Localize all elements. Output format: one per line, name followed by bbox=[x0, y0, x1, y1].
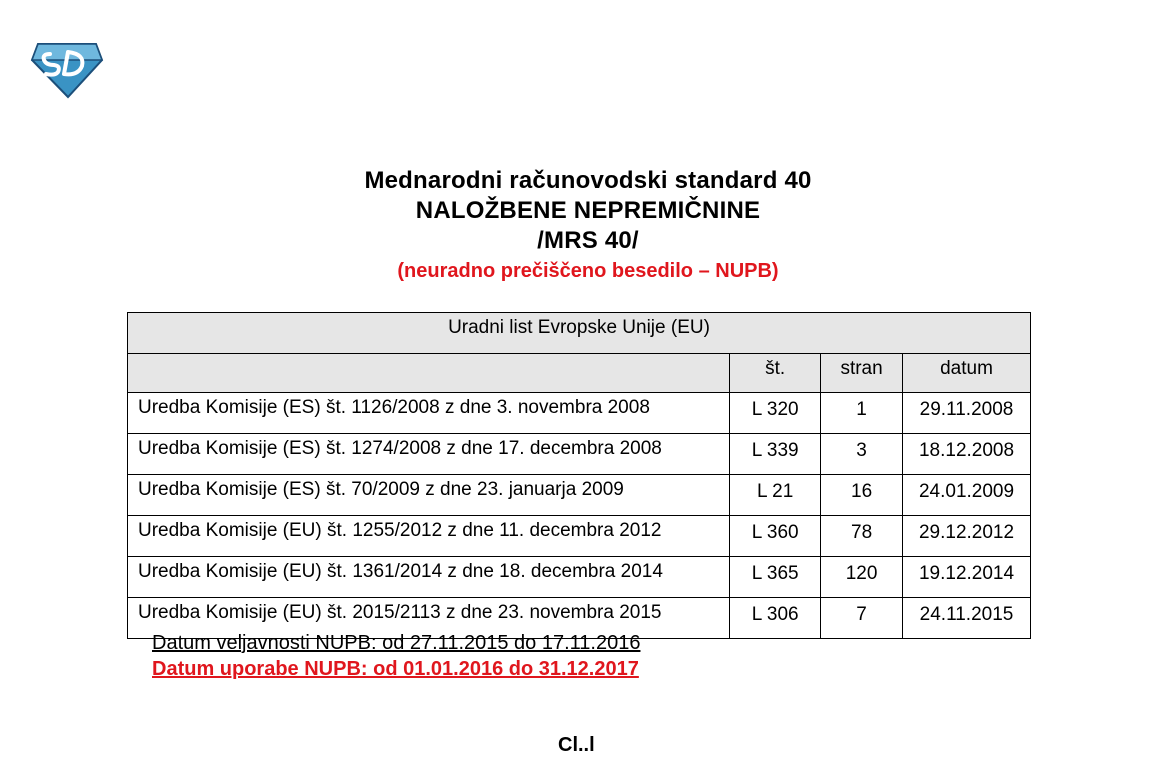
table-row bbox=[128, 434, 1031, 475]
regulation-page: 7 bbox=[821, 598, 903, 639]
table-row bbox=[128, 393, 1031, 434]
validity-date: Datum veljavnosti NUPB: od 27.11.2015 do 17.11.2016 bbox=[152, 632, 641, 654]
title-subtitle: (neuradno prečiščeno besedilo – NUPB) bbox=[397, 260, 779, 282]
regulation-date: 29.12.2012 bbox=[903, 516, 1031, 557]
eu-regulations-table bbox=[127, 312, 1031, 639]
table-caption-row bbox=[128, 313, 1031, 354]
table-header-row bbox=[128, 354, 1031, 393]
usage-date: Datum uporabe NUPB: od 01.01.2016 do 31.12.2017 bbox=[152, 658, 639, 680]
table-row bbox=[128, 516, 1031, 557]
regulation-description: Uredba Komisije (ES) št. 1126/2008 z dne 3. novembra 2008 bbox=[128, 393, 730, 434]
regulation-description: Uredba Komisije (EU) št. 1255/2012 z dne 11. decembra 2012 bbox=[128, 516, 730, 557]
title-line-2: NALOŽBENE NEPREMIČNINE bbox=[415, 197, 761, 224]
regulation-page: 120 bbox=[821, 557, 903, 598]
document-title bbox=[0, 166, 1157, 285]
table-caption: Uradni list Evropske Unije (EU) bbox=[128, 313, 1031, 354]
regulation-page: 78 bbox=[821, 516, 903, 557]
table-row bbox=[128, 557, 1031, 598]
regulation-date: 19.12.2014 bbox=[903, 557, 1031, 598]
regulation-description: Uredba Komisije (ES) št. 70/2009 z dne 23. januarja 2009 bbox=[128, 475, 730, 516]
column-header-st: št. bbox=[730, 354, 821, 393]
column-header-description bbox=[128, 354, 730, 393]
regulation-number: L 320 bbox=[730, 393, 821, 434]
regulation-number: L 360 bbox=[730, 516, 821, 557]
column-header-datum: datum bbox=[903, 354, 1031, 393]
title-line-1: Mednarodni računovodski standard 40 bbox=[364, 167, 812, 194]
regulation-number: L 306 bbox=[730, 598, 821, 639]
regulation-date: 24.11.2015 bbox=[903, 598, 1031, 639]
regulation-date: 18.12.2008 bbox=[903, 434, 1031, 475]
regulation-page: 16 bbox=[821, 475, 903, 516]
column-header-stran: stran bbox=[821, 354, 903, 393]
table-row bbox=[128, 475, 1031, 516]
title-line-3: /MRS 40/ bbox=[537, 227, 639, 254]
sd-logo-icon bbox=[30, 40, 104, 100]
regulation-number: L 365 bbox=[730, 557, 821, 598]
regulation-description: Uredba Komisije (EU) št. 1361/2014 z dne 18. decembra 2014 bbox=[128, 557, 730, 598]
regulation-number: L 21 bbox=[730, 475, 821, 516]
regulation-number: L 339 bbox=[730, 434, 821, 475]
regulation-date: 29.11.2008 bbox=[903, 393, 1031, 434]
regulation-date: 24.01.2009 bbox=[903, 475, 1031, 516]
regulation-description: Uredba Komisije (ES) št. 1274/2008 z dne 17. decembra 2008 bbox=[128, 434, 730, 475]
regulation-description: Uredba Komisije (EU) št. 2015/2113 z dne 23. novembra 2015 bbox=[128, 598, 730, 639]
cut-off-heading: Cl..l bbox=[558, 734, 595, 756]
regulation-page: 1 bbox=[821, 393, 903, 434]
validity-footer bbox=[152, 630, 640, 682]
regulation-page: 3 bbox=[821, 434, 903, 475]
